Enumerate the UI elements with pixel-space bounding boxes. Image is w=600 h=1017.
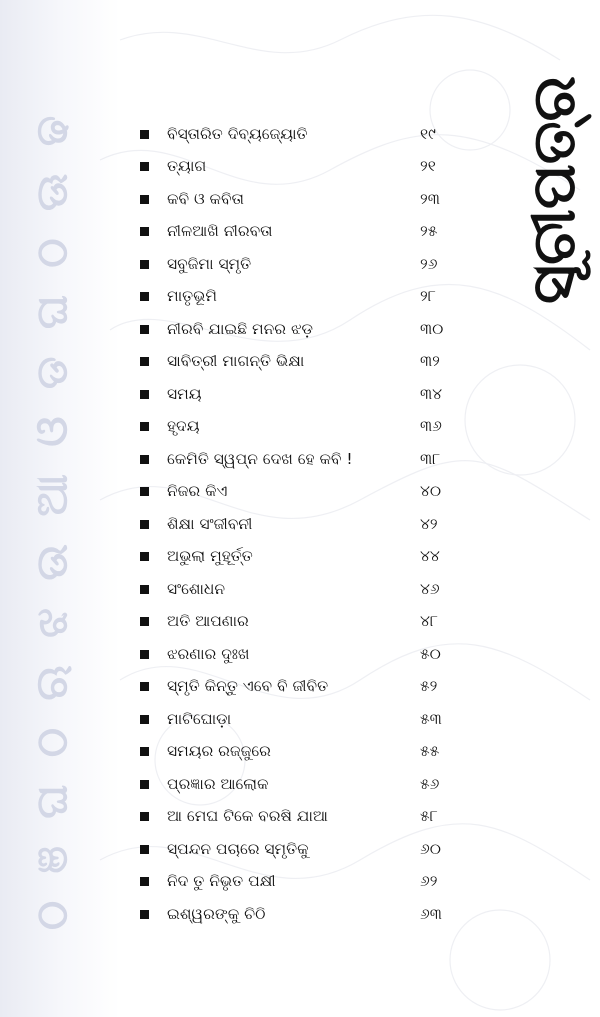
square-bullet-icon xyxy=(140,130,149,139)
toc-entry-title: ହୃଦୟ xyxy=(167,417,200,436)
toc-entry-title: ସାବିତ୍ରୀ ମାଗନ୍ତି ଭିକ୍ଷା xyxy=(167,352,305,371)
toc-entry-title: ସମୟ xyxy=(167,384,202,403)
toc-entry-page-number: ୬୦ xyxy=(420,839,441,858)
toc-entry xyxy=(140,703,470,736)
toc-entry-title: ନୀରବି ଯାଇଛି ମନର ଝଡ଼ xyxy=(167,319,313,338)
toc-entry-page-number: ୧୯ xyxy=(420,124,436,143)
toc-entry-page-number: ୫୫ xyxy=(420,742,440,761)
toc-entry xyxy=(140,313,470,346)
toc-entry-title: ଇଶ୍ୱରଙ୍କୁ ଚିଠି xyxy=(167,904,266,923)
square-bullet-icon xyxy=(140,585,149,594)
toc-entry-page-number: ୫୩ xyxy=(420,709,442,728)
toc-entry xyxy=(140,866,470,899)
square-bullet-icon xyxy=(140,260,149,269)
toc-entry-page-number: ୨୧ xyxy=(420,157,436,176)
toc-entry-page-number: ୬୨ xyxy=(420,872,438,891)
toc-entry-title: ଝରଣାର ଦୁଃଖ xyxy=(167,644,250,663)
toc-entry-title: ମାତୃଭୂମି xyxy=(167,287,217,306)
table-of-contents xyxy=(140,118,470,931)
toc-entry-title: କେମିତି ସ୍ୱପ୍ନ ଦେଖ ହେ କବି ! xyxy=(167,449,353,468)
square-bullet-icon xyxy=(140,357,149,366)
toc-entry xyxy=(140,411,470,444)
toc-entry-page-number: ୩୬ xyxy=(420,417,442,436)
square-bullet-icon xyxy=(140,845,149,854)
toc-entry-page-number: ୫୨ xyxy=(420,677,438,696)
toc-entry xyxy=(140,346,470,379)
toc-entry xyxy=(140,573,470,606)
toc-entry-page-number: ୪୨ xyxy=(420,514,438,533)
page-title-wrap xyxy=(508,50,600,330)
toc-entry-page-number: ୪୮ xyxy=(420,612,439,631)
toc-entry xyxy=(140,541,470,574)
toc-entry xyxy=(140,671,470,704)
toc-entry-page-number: ୪୬ xyxy=(420,579,440,598)
toc-entry xyxy=(140,898,470,931)
square-bullet-icon xyxy=(140,487,149,496)
toc-entry xyxy=(140,216,470,249)
square-bullet-icon xyxy=(140,617,149,626)
toc-entry-page-number: ୨୬ xyxy=(420,254,438,273)
square-bullet-icon xyxy=(140,747,149,756)
toc-entry-title: ସ୍ମୃତି କିନ୍ତୁ ଏବେ ବି ଜୀବିତ xyxy=(167,677,329,696)
toc-entry-page-number: ୩୮ xyxy=(420,449,441,468)
toc-entry xyxy=(140,606,470,639)
toc-entry-page-number: ୪୪ xyxy=(420,547,440,566)
square-bullet-icon xyxy=(140,650,149,659)
toc-entry-title: ତ୍ୟାଗ xyxy=(167,157,207,176)
square-bullet-icon xyxy=(140,910,149,919)
toc-entry-page-number: ୫୦ xyxy=(420,644,441,663)
toc-entry xyxy=(140,443,470,476)
toc-entry-title: ମାଟିଘୋଡ଼ା xyxy=(167,709,232,728)
toc-entry-title: ବିସ୍ତାରିତ ଦିବ୍ୟଜ୍ୟୋତି xyxy=(167,124,308,143)
toc-entry xyxy=(140,118,470,151)
square-bullet-icon xyxy=(140,390,149,399)
toc-entry-title: ସବୁଜିମା ସ୍ମୃତି xyxy=(167,254,252,273)
square-bullet-icon xyxy=(140,455,149,464)
toc-entry-page-number: ୩୦ xyxy=(420,319,444,338)
toc-entry xyxy=(140,801,470,834)
toc-entry-title: ସ୍ପନ୍ଦନ ପଚାରେ ସ୍ମୃତିକୁ xyxy=(167,839,309,858)
toc-entry xyxy=(140,281,470,314)
toc-entry xyxy=(140,508,470,541)
toc-entry-page-number: ୨୮ xyxy=(420,287,436,306)
toc-entry-page-number: ୩୪ xyxy=(420,384,443,403)
toc-entry xyxy=(140,768,470,801)
toc-entry-page-number: ୫୬ xyxy=(420,774,440,793)
square-bullet-icon xyxy=(140,877,149,886)
toc-entry xyxy=(140,378,470,411)
toc-entry-title: ଶିକ୍ଷା ସଂଜୀବନୀ xyxy=(167,514,253,533)
toc-entry-title: ନୀଳଆଖି ନୀରବତା xyxy=(167,222,273,241)
toc-entry xyxy=(140,736,470,769)
toc-entry-title: ଅଭୁଲା ମୁହୂର୍ତ୍ତ xyxy=(167,547,253,566)
toc-entry-title: ନିଦ ତୁ ନିଭୃତ ପକ୍ଷୀ xyxy=(167,872,276,891)
square-bullet-icon xyxy=(140,162,149,171)
toc-entry xyxy=(140,638,470,671)
toc-entry-page-number: ୩୨ xyxy=(420,352,440,371)
square-bullet-icon xyxy=(140,227,149,236)
square-bullet-icon xyxy=(140,520,149,529)
toc-entry-page-number: ୫୮ xyxy=(420,807,438,826)
toc-entry-title: ସଂଶୋଧନ xyxy=(167,579,226,598)
toc-entry xyxy=(140,833,470,866)
toc-entry-title: ସମୟର ରଜ୍ଜୁରେ xyxy=(167,742,271,761)
square-bullet-icon xyxy=(140,195,149,204)
square-bullet-icon xyxy=(140,780,149,789)
toc-entry-title: ପ୍ରଜ୍ଞାର ଆଲୋକ xyxy=(167,774,269,793)
square-bullet-icon xyxy=(140,715,149,724)
square-bullet-icon xyxy=(140,552,149,561)
square-bullet-icon xyxy=(140,812,149,821)
square-bullet-icon xyxy=(140,292,149,301)
page-title: ସୂଚୀପତ୍ର xyxy=(519,76,589,304)
toc-entry xyxy=(140,151,470,184)
toc-entry xyxy=(140,476,470,509)
toc-entry xyxy=(140,183,470,216)
toc-entry-page-number: ୪୦ xyxy=(420,482,442,501)
toc-entry-title: ନିଜର କିଏ xyxy=(167,482,228,501)
toc-entry-title: ଅତି ଆପଣାର xyxy=(167,612,249,631)
margin-letters xyxy=(22,70,82,970)
margin-letters-text: ଠ ଞ ଘ ଠ ଋ ଝ ଉ ଆ ଓ ଡ ଘ ଠ ଊ ଢ xyxy=(26,109,78,931)
toc-entry xyxy=(140,248,470,281)
square-bullet-icon xyxy=(140,682,149,691)
toc-entry-title: କବି ଓ କବିତା xyxy=(167,189,244,208)
toc-entry-title: ଆ ମେଘ ଟିକେ ବରଷି ଯାଆ xyxy=(167,807,328,826)
toc-entry-page-number: ୨୩ xyxy=(420,189,440,208)
square-bullet-icon xyxy=(140,422,149,431)
toc-entry-page-number: ୨୫ xyxy=(420,222,438,241)
toc-entry-page-number: ୬୩ xyxy=(420,904,442,923)
square-bullet-icon xyxy=(140,325,149,334)
